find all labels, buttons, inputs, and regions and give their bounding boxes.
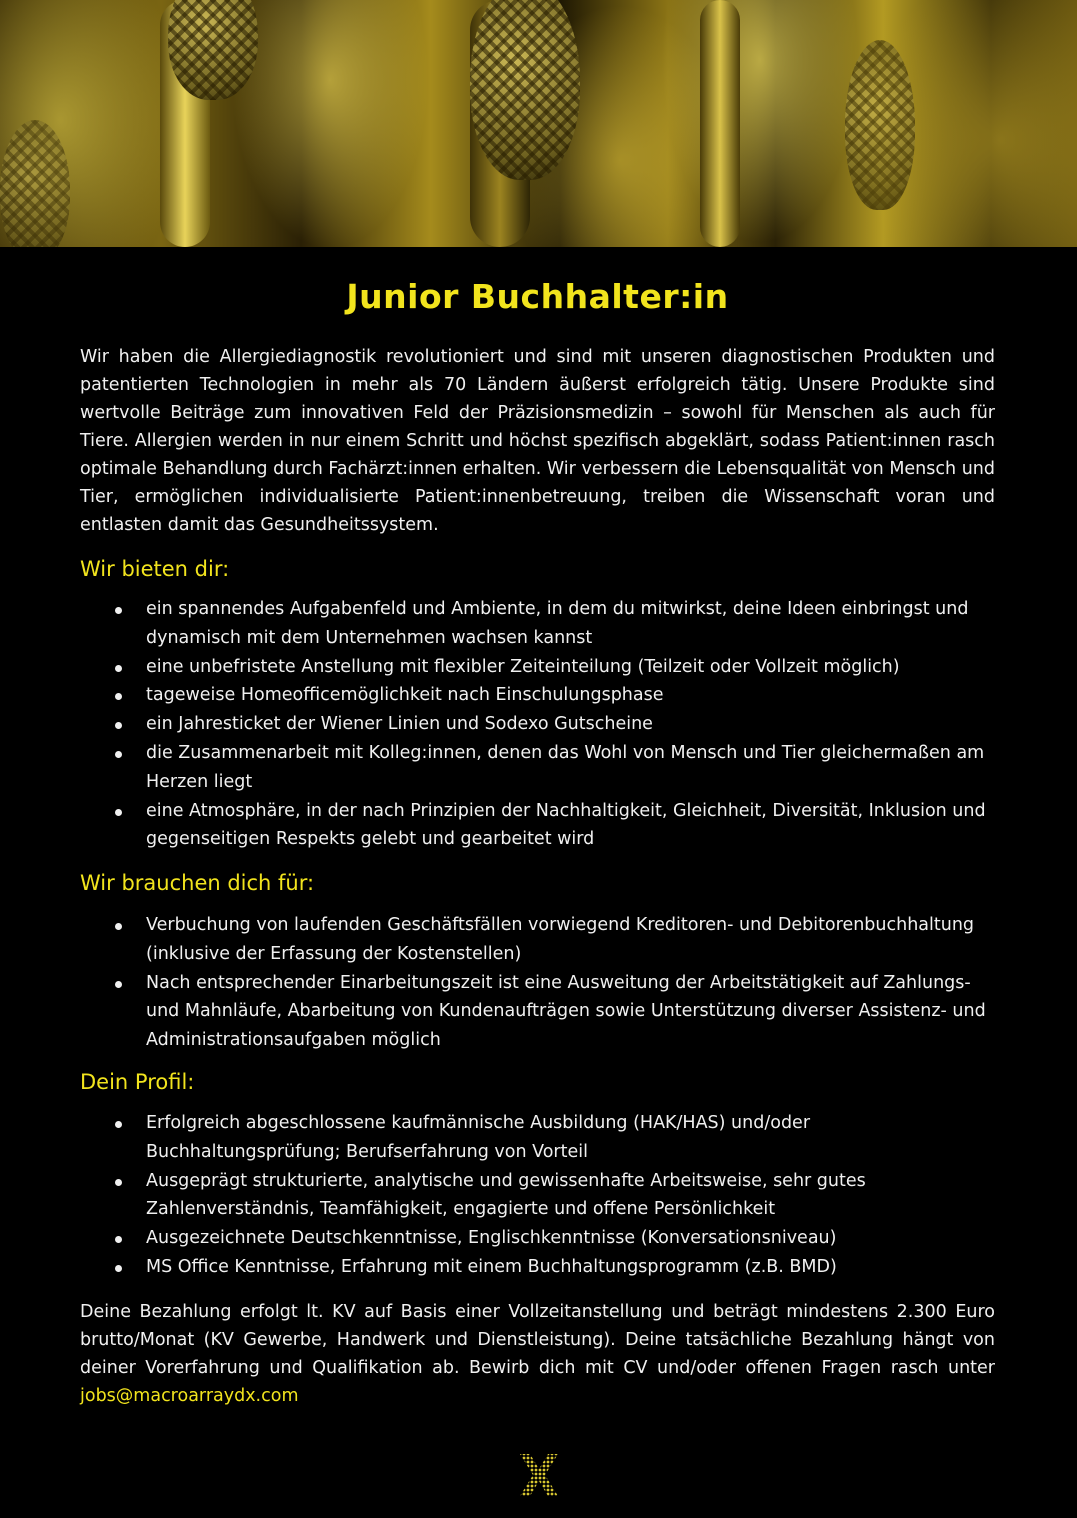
- list-item: Ausgezeichnete Deutschkenntnisse, Englischkenntnisse (Konversationsniveau): [80, 1224, 995, 1253]
- list-item: eine unbefristete Anstellung mit flexibler Zeiteinteilung (Teilzeit oder Vollzeit möglich): [80, 653, 995, 682]
- list-item: ein Jahresticket der Wiener Linien und Sodexo Gutscheine: [80, 710, 995, 739]
- header-image: [0, 0, 1077, 247]
- plant-stalk: [700, 0, 740, 247]
- salary-paragraph: [80, 1298, 995, 1410]
- list-item: MS Office Kenntnisse, Erfahrung mit einem Buchhaltungsprogramm (z.B. BMD): [80, 1253, 995, 1282]
- list-item: Ausgeprägt strukturierte, analytische und gewissenhafte Arbeitsweise, sehr gutes Zahlenverständnis, Teamfähigkeit, engagierte und offene Persönlichkeit: [80, 1167, 995, 1225]
- list-item: Nach entsprechender Einarbeitungszeit ist eine Ausweitung der Arbeitstätigkeit auf Zahlungs- und Mahnläufe, Abarbeitung von Kundenaufträgen sowie Unterstützung diverser Assistenz- und Administrationsaufgaben möglich: [80, 969, 995, 1055]
- list-item: Erfolgreich abgeschlossene kaufmännische Ausbildung (HAK/HAS) und/oder Buchhaltungsprüfung; Berufserfahrung von Vorteil: [80, 1109, 995, 1167]
- pollen-cone: [0, 120, 70, 247]
- email-link[interactable]: jobs@macroarraydx.com: [80, 1386, 299, 1406]
- list-item: tageweise Homeofficemöglichkeit nach Einschulungsphase: [80, 681, 995, 710]
- profile-list: [80, 1109, 995, 1282]
- list-item: eine Atmosphäre, in der nach Prinzipien der Nachhaltigkeit, Gleichheit, Diversität, Inklusion und gegenseitigen Respekts gelebt und gearbeitet wird: [80, 797, 995, 855]
- tasks-list: [80, 911, 995, 1055]
- pollen-cone: [168, 0, 258, 100]
- offer-list: [80, 595, 995, 854]
- pollen-cone: [845, 40, 915, 210]
- pollen-cone: [470, 0, 580, 180]
- intro-paragraph: Wir haben die Allergiediagnostik revolutioniert und sind mit unseren diagnostischen Produkten und patentierten Technologien in mehr als 70 Ländern äußerst erfolgreich tätig. Unsere Produkte sind wertvolle Beiträge zum innovativen Feld der Präzisionsmedizin – sowohl für Menschen als auch für Tiere. Allergien werden in nur einem Schritt und höchst spezifisch abgeklärt, sodass Patient:innen rasch optimale Behandlung durch Fachärzt:innen erhalten. Wir verbessern die Lebensqualität von Mensch und Tier, ermöglichen individualisierte Patient:innenbetreuung, treiben die Wissenschaft voran und entlasten damit das Gesundheitssystem.: [80, 347, 995, 535]
- tasks-heading: Wir brauchen dich für:: [80, 871, 315, 895]
- list-item: die Zusammenarbeit mit Kolleg:innen, denen das Wohl von Mensch und Tier gleichermaßen am Herzen liegt: [80, 739, 995, 797]
- offer-heading: Wir bieten dir:: [80, 557, 230, 581]
- page-title: Junior Buchhalter:in: [346, 277, 729, 316]
- list-item: Verbuchung von laufenden Geschäftsfällen vorwiegend Kreditoren- und Debitorenbuchhaltung (inklusive der Erfassung der Kostenstellen): [80, 911, 995, 969]
- x-logo-icon: [518, 1452, 560, 1498]
- profile-heading: Dein Profil:: [80, 1070, 195, 1094]
- list-item: ein spannendes Aufgabenfeld und Ambiente, in dem du mitwirkst, deine Ideen einbringst und dynamisch mit dem Unternehmen wachsen kannst: [80, 595, 995, 653]
- salary-text: Deine Bezahlung erfolgt lt. KV auf Basis einer Vollzeitanstellung und beträgt mindestens 2.300 Euro brutto/Monat (KV Gewerbe, Handwerk und Dienstleistung). Deine tatsächliche Bezahlung hängt von deiner Vorerfahrung und Qualifikation ab. Bewirb dich mit CV und/oder offenen Fragen rasch unter: [80, 1302, 995, 1378]
